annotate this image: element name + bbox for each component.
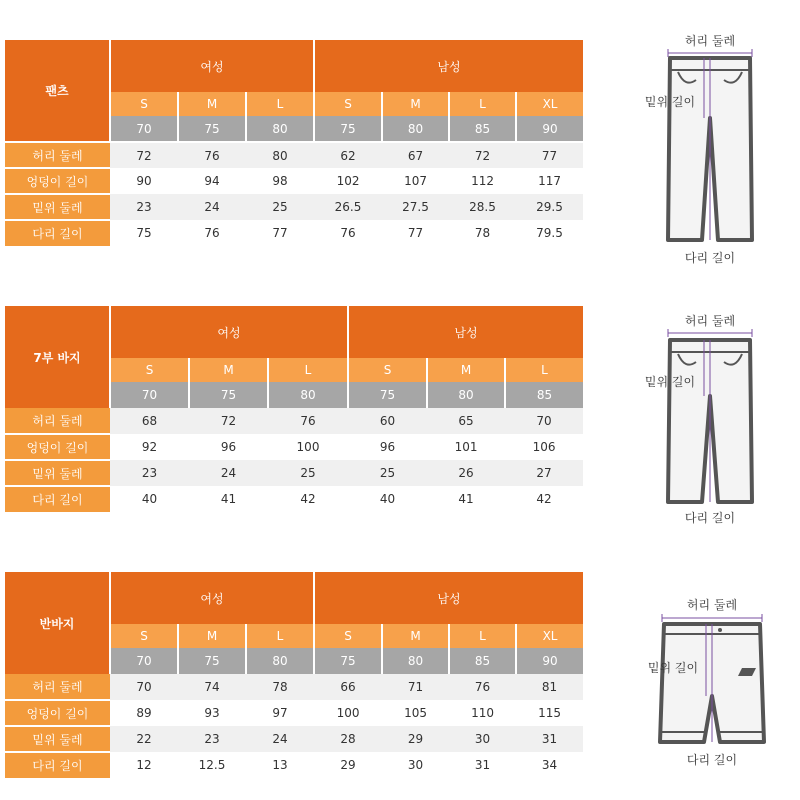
value-cell: 70	[110, 674, 178, 700]
value-cell: 34	[516, 752, 583, 778]
table-row	[5, 460, 583, 486]
rise-measure-label: 밑위 길이	[644, 95, 696, 109]
value-cell: 62	[314, 142, 382, 168]
row-label-waist: 허리 둘레	[5, 674, 110, 700]
value-cell: 70	[505, 408, 583, 434]
value-cell: 65	[427, 408, 505, 434]
size-label: M	[189, 358, 268, 382]
value-cell: 110	[449, 700, 516, 726]
value-cell: 74	[178, 674, 246, 700]
size-number: 80	[246, 116, 314, 142]
value-cell: 77	[382, 220, 449, 246]
value-cell: 29.5	[516, 194, 583, 220]
table-row	[5, 168, 583, 194]
value-cell: 23	[178, 726, 246, 752]
size-label: M	[178, 624, 246, 648]
shorts-size-table-block	[5, 572, 583, 778]
pants-size-table-block	[5, 40, 583, 246]
value-cell: 41	[427, 486, 505, 512]
pants-size-table	[5, 40, 583, 246]
size-label: S	[314, 92, 382, 116]
size-number: 75	[348, 382, 427, 408]
value-cell: 29	[314, 752, 382, 778]
value-cell: 75	[110, 220, 178, 246]
waist-measure-label: 허리 둘레	[686, 598, 738, 612]
value-cell: 66	[314, 674, 382, 700]
row-label-rise: 밑위 둘레	[5, 726, 110, 752]
value-cell: 26	[427, 460, 505, 486]
value-cell: 106	[505, 434, 583, 460]
row-label-rise: 밑위 둘레	[5, 460, 110, 486]
cropped-pants-size-table	[5, 306, 583, 512]
size-label: S	[110, 358, 189, 382]
size-label: S	[110, 92, 178, 116]
leg-measure-label: 다리 길이	[684, 511, 736, 525]
value-cell: 23	[110, 460, 189, 486]
value-cell: 76	[449, 674, 516, 700]
value-cell: 79.5	[516, 220, 583, 246]
shorts-diagram	[630, 592, 790, 772]
pants-illustration	[630, 28, 780, 273]
value-cell: 60	[348, 408, 427, 434]
size-number: 75	[314, 648, 382, 674]
men-header: 남성	[314, 40, 583, 92]
row-label-waist: 허리 둘레	[5, 408, 110, 434]
row-label-leg: 다리 길이	[5, 220, 110, 246]
value-cell: 67	[382, 142, 449, 168]
size-number: 85	[505, 382, 583, 408]
value-cell: 71	[382, 674, 449, 700]
value-cell: 24	[178, 194, 246, 220]
value-cell: 76	[178, 220, 246, 246]
size-label: L	[246, 92, 314, 116]
shorts-size-table	[5, 572, 583, 778]
size-label: XL	[516, 92, 583, 116]
value-cell: 76	[178, 142, 246, 168]
pants-diagram	[630, 28, 780, 273]
value-cell: 93	[178, 700, 246, 726]
table-row	[5, 726, 583, 752]
value-cell: 28	[314, 726, 382, 752]
size-number: 80	[382, 116, 449, 142]
value-cell: 98	[246, 168, 314, 194]
row-label-hip: 엉덩이 길이	[5, 168, 110, 194]
size-label: S	[348, 358, 427, 382]
table-row	[5, 434, 583, 460]
men-header: 남성	[348, 306, 583, 358]
value-cell: 97	[246, 700, 314, 726]
value-cell: 42	[268, 486, 348, 512]
leg-measure-label: 다리 길이	[686, 753, 738, 767]
size-number: 75	[178, 116, 246, 142]
value-cell: 92	[110, 434, 189, 460]
size-label: L	[246, 624, 314, 648]
button-dot	[718, 628, 722, 632]
value-cell: 76	[314, 220, 382, 246]
value-cell: 72	[110, 142, 178, 168]
value-cell: 77	[516, 142, 583, 168]
size-number: 75	[314, 116, 382, 142]
size-label: S	[110, 624, 178, 648]
value-cell: 101	[427, 434, 505, 460]
size-number: 80	[427, 382, 505, 408]
size-label: L	[268, 358, 348, 382]
size-number: 75	[189, 382, 268, 408]
size-label: L	[449, 92, 516, 116]
value-cell: 112	[449, 168, 516, 194]
cropped-pants-illustration	[630, 308, 780, 533]
waist-measure-label: 허리 둘레	[684, 314, 736, 328]
value-cell: 23	[110, 194, 178, 220]
row-label-rise: 밑위 둘레	[5, 194, 110, 220]
table-row	[5, 194, 583, 220]
cropped-pants-diagram	[630, 308, 780, 533]
value-cell: 100	[268, 434, 348, 460]
value-cell: 22	[110, 726, 178, 752]
category-label: 7부 바지	[5, 306, 110, 408]
value-cell: 96	[189, 434, 268, 460]
value-cell: 102	[314, 168, 382, 194]
size-number: 70	[110, 116, 178, 142]
size-number: 85	[449, 648, 516, 674]
size-label: M	[427, 358, 505, 382]
rise-measure-label: 밑위 길이	[644, 375, 696, 389]
value-cell: 100	[314, 700, 382, 726]
value-cell: 29	[382, 726, 449, 752]
value-cell: 40	[348, 486, 427, 512]
value-cell: 12	[110, 752, 178, 778]
table-row	[5, 752, 583, 778]
size-label: L	[449, 624, 516, 648]
table-row	[5, 408, 583, 434]
value-cell: 27	[505, 460, 583, 486]
category-label: 팬츠	[5, 40, 110, 142]
value-cell: 25	[268, 460, 348, 486]
row-label-hip: 엉덩이 길이	[5, 434, 110, 460]
category-label: 반바지	[5, 572, 110, 674]
value-cell: 24	[189, 460, 268, 486]
size-number: 70	[110, 648, 178, 674]
value-cell: 96	[348, 434, 427, 460]
size-number: 90	[516, 116, 583, 142]
value-cell: 89	[110, 700, 178, 726]
value-cell: 81	[516, 674, 583, 700]
value-cell: 25	[348, 460, 427, 486]
value-cell: 41	[189, 486, 268, 512]
waist-measure-label: 허리 둘레	[684, 34, 736, 48]
value-cell: 30	[382, 752, 449, 778]
row-label-hip: 엉덩이 길이	[5, 700, 110, 726]
row-label-leg: 다리 길이	[5, 486, 110, 512]
value-cell: 94	[178, 168, 246, 194]
men-header: 남성	[314, 572, 583, 624]
value-cell: 115	[516, 700, 583, 726]
value-cell: 78	[246, 674, 314, 700]
table-row	[5, 700, 583, 726]
value-cell: 24	[246, 726, 314, 752]
value-cell: 40	[110, 486, 189, 512]
value-cell: 31	[449, 752, 516, 778]
value-cell: 117	[516, 168, 583, 194]
value-cell: 76	[268, 408, 348, 434]
women-header: 여성	[110, 572, 314, 624]
women-header: 여성	[110, 40, 314, 92]
row-label-leg: 다리 길이	[5, 752, 110, 778]
size-number: 80	[268, 382, 348, 408]
value-cell: 105	[382, 700, 449, 726]
size-label: S	[314, 624, 382, 648]
table-row	[5, 220, 583, 246]
value-cell: 31	[516, 726, 583, 752]
value-cell: 72	[449, 142, 516, 168]
women-header: 여성	[110, 306, 348, 358]
value-cell: 26.5	[314, 194, 382, 220]
table-row	[5, 142, 583, 168]
value-cell: 12.5	[178, 752, 246, 778]
value-cell: 13	[246, 752, 314, 778]
value-cell: 68	[110, 408, 189, 434]
value-cell: 78	[449, 220, 516, 246]
value-cell: 80	[246, 142, 314, 168]
size-number: 80	[382, 648, 449, 674]
leg-measure-label: 다리 길이	[684, 251, 736, 265]
size-number: 80	[246, 648, 314, 674]
value-cell: 30	[449, 726, 516, 752]
cropped-pants-size-table-block	[5, 306, 583, 512]
size-label: M	[178, 92, 246, 116]
value-cell: 42	[505, 486, 583, 512]
value-cell: 90	[110, 168, 178, 194]
size-number: 75	[178, 648, 246, 674]
value-cell: 25	[246, 194, 314, 220]
table-row	[5, 674, 583, 700]
size-number: 70	[110, 382, 189, 408]
shorts-illustration	[630, 592, 790, 772]
value-cell: 77	[246, 220, 314, 246]
size-label: M	[382, 624, 449, 648]
rise-measure-label: 밑위 길이	[647, 661, 699, 675]
table-row	[5, 486, 583, 512]
size-label: M	[382, 92, 449, 116]
row-label-waist: 허리 둘레	[5, 142, 110, 168]
size-label: XL	[516, 624, 583, 648]
value-cell: 72	[189, 408, 268, 434]
size-number: 90	[516, 648, 583, 674]
size-label: L	[505, 358, 583, 382]
size-number: 85	[449, 116, 516, 142]
value-cell: 28.5	[449, 194, 516, 220]
value-cell: 107	[382, 168, 449, 194]
value-cell: 27.5	[382, 194, 449, 220]
